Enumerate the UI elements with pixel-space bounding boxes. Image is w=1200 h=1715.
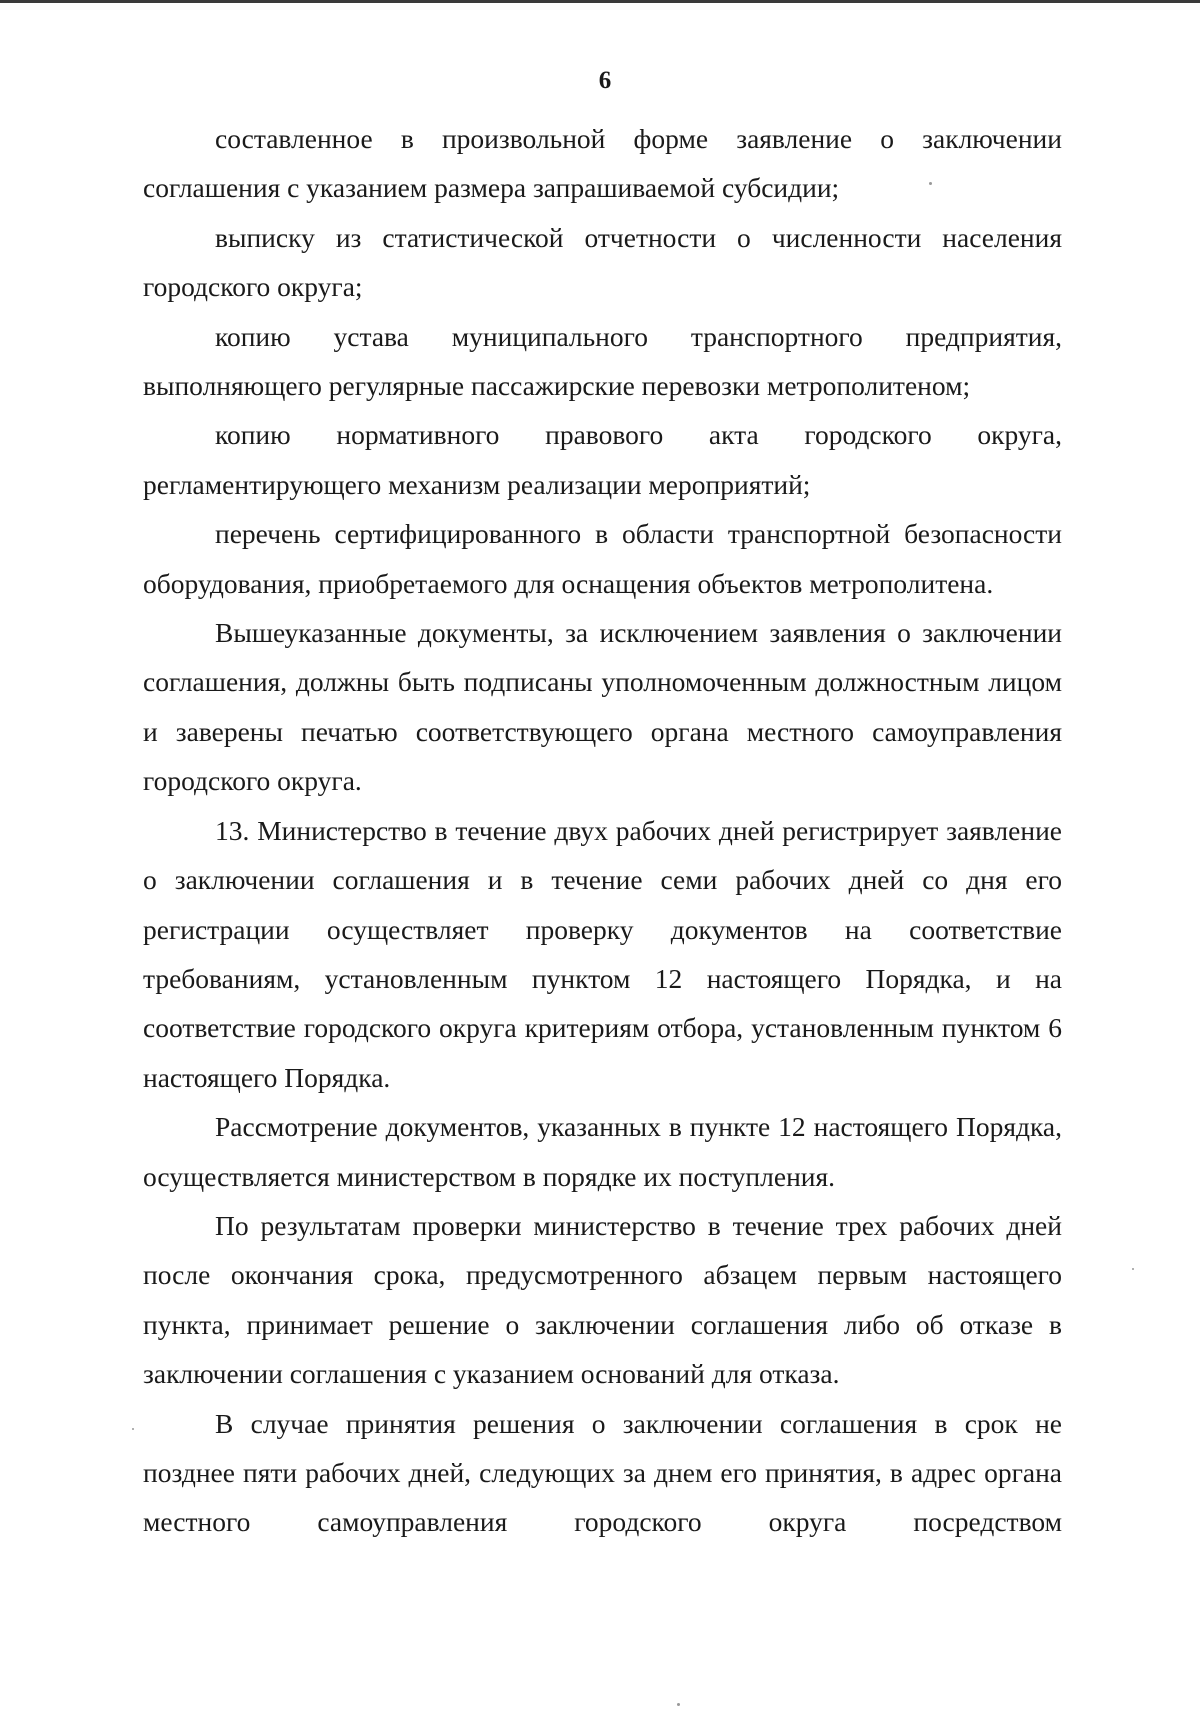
paragraph: Рассмотрение документов, указанных в пункте 12 настоящего Порядка, осуществляется министерством в порядке их поступления. [143,1111,1062,1192]
paragraph: составленное в произвольной форме заявление о заключении соглашения с указанием размера запрашиваемой субсидии; [143,123,1062,204]
paragraph: По результатам проверки министерство в течение трех рабочих дней после окончания срока, предусмотренного абзацем первым настоящего пункта, принимает решение о заключении соглашения либо об отказе в заключении соглашения с указанием оснований для отказа. [143,1209,1062,1390]
scan-speck [1132,1268,1134,1270]
document-body [143,114,1062,1547]
scan-top-border [0,0,1200,3]
paragraph: копию нормативного правового акта городского округа, регламентирующего механизм реализации мероприятий; [143,419,1062,500]
paragraph: выписку из статистической отчетности о численности населения городского округа; [143,221,1062,303]
scan-speck [677,1703,680,1706]
scan-speck [929,182,932,185]
paragraph: 13. Министерство в течение двух рабочих дней регистрирует заявление о заключении соглашения и в течение семи рабочих дней со дня его регистрации осуществляет проверку документов на соответствие требованиям, установленным пунктом 12 настоящего Порядка, и на соответствие городского округа критериям отбора, установленным пунктом 6 настоящего Порядка. [143,814,1062,1093]
scan-speck [132,1428,134,1430]
paragraph: Вышеуказанные документы, за исключением заявления о заключении соглашения, должны быть подписаны уполномоченным должностным лицом и заверены печатью соответствующего органа местного самоуправления городского округа. [143,617,1062,797]
paragraph: В случае принятия решения о заключении соглашения в срок не позднее пяти рабочих дней, следующих за днем его принятия, в адрес органа местного самоуправления городского округа посредством [143,1407,1062,1538]
paragraph: копию устава муниципального транспортного предприятия, выполняющего регулярные пассажирские перевозки метрополитеном; [143,320,1062,402]
paragraph: перечень сертифицированного в области транспортной безопасности оборудования, приобретаемого для оснащения объектов метрополитена. [143,518,1062,599]
page-number: 6 [598,67,612,94]
